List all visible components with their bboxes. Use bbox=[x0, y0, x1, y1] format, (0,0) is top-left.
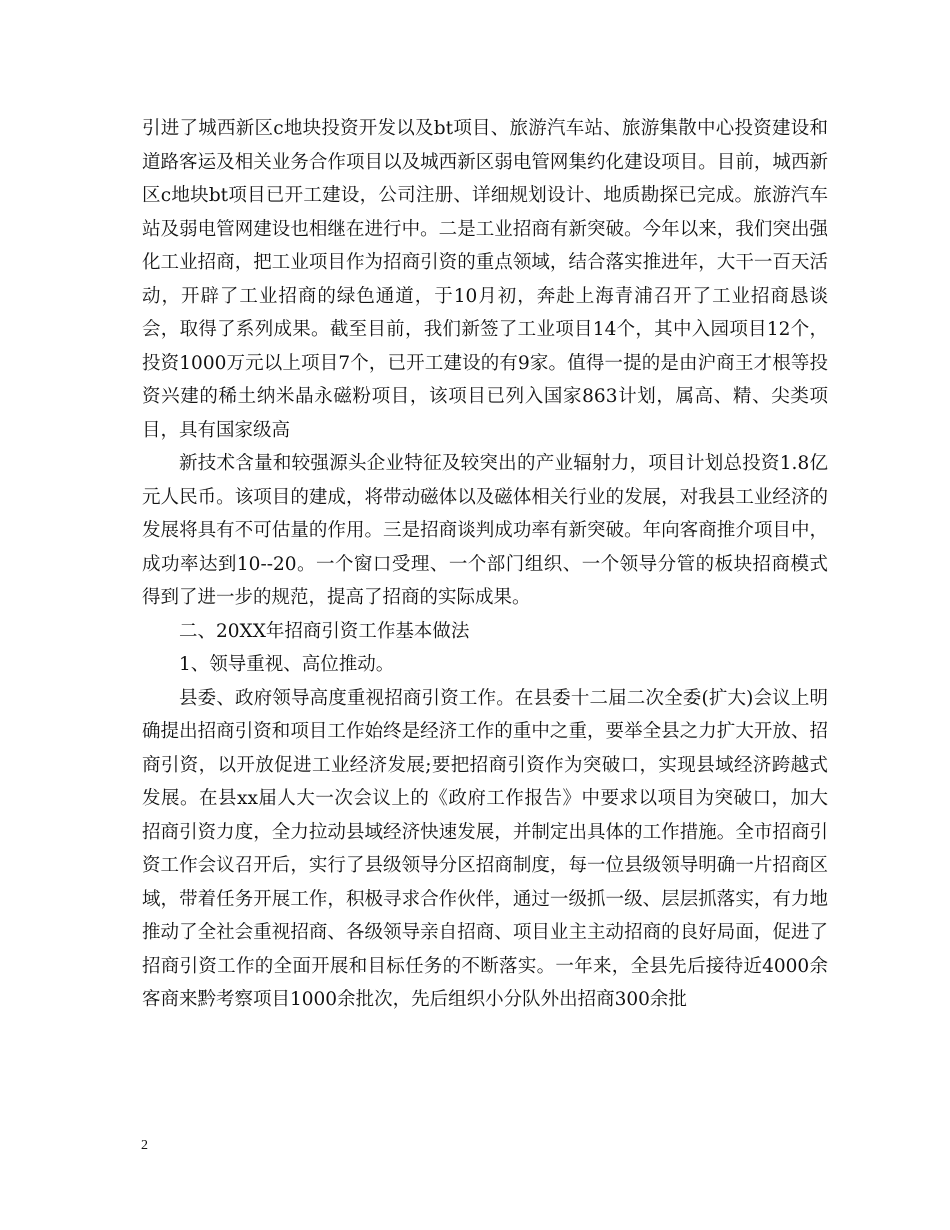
section-heading-basic-practices: 二、20XX年招商引资工作基本做法 bbox=[179, 620, 470, 642]
document-body bbox=[142, 112, 828, 1017]
subsection-heading-leadership: 1、领导重视、高位推动。 bbox=[179, 654, 395, 675]
paragraph-rare-earth-project: 新技术含量和较强源头企业特征及较突出的产业辐射力，项目计划总投资1.8亿元人民币。该项目的建成，将带动磁体以及磁体相关行业的发展，对我县工业经济的发展将具有不可估量的作用。三是招商谈判成功率有新突破。年向客商推介项目中，成功率达到10--20。一个窗口受理、一个部门组织、一个领导分管的板块招商模式得到了进一步的规范，提高了招商的实际成果。 bbox=[142, 453, 828, 608]
paragraph-continued-intro: 引进了城西新区c地块投资开发以及bt项目、旅游汽车站、旅游集散中心投资建设和道路客运及相关业务合作项目以及城西新区弱电管网集约化建设项目。目前，城西新区c地块bt项目已开工建设，公司注册、详细规划设计、地质勘探已完成。旅游汽车站及弱电管网建设也相继在进行中。二是工业招商有新突破。今年以来，我们突出强化工业招商，把工业项目作为招商引资的重点领域，结合落实推进年，大干一百天活动，开辟了工业招商的绿色通道，于10月初，奔赴上海青浦召开了工业招商恳谈会，取得了系列成果。截至目前，我们新签了工业项目14个，其中入园项目12个，投资1000万元以上项目7个，已开工建设的有9家。值得一提的是由沪商王才根等投资兴建的稀土纳米晶永磁粉项目，该项目已列入国家863计划，属高、精、尖类项目，具有国家级高 bbox=[142, 118, 828, 441]
paragraph-leadership-details: 县委、政府领导高度重视招商引资工作。在县委十二届二次全委(扩大)会议上明确提出招商引资和项目工作始终是经济工作的重中之重，要举全县之力扩大开放、招商引资，以开放促进工业经济发展;要把招商引资作为突破口，实现县域经济跨越式发展。在县xx届人大一次会议上的《政府工作报告》中要求以项目为突破口，加大招商引资力度，全力拉动县域经济快速发展，并制定出具体的工作措施。全市招商引资工作会议召开后，实行了县级领导分区招商制度，每一位县级领导明确一片招商区域，带着任务开展工作，积极寻求合作伙伴，通过一级抓一级、层层抓落实，有力地推动了全社会重视招商、各级领导亲自招商、项目业主主动招商的良好局面，促进了招商引资工作的全面开展和目标任务的不断落实。一年来，全县先后接待近4000余客商来黔考察项目1000余批次，先后组织小分队外出招商300余批 bbox=[142, 687, 828, 1010]
page-number: 2 bbox=[141, 1138, 148, 1153]
